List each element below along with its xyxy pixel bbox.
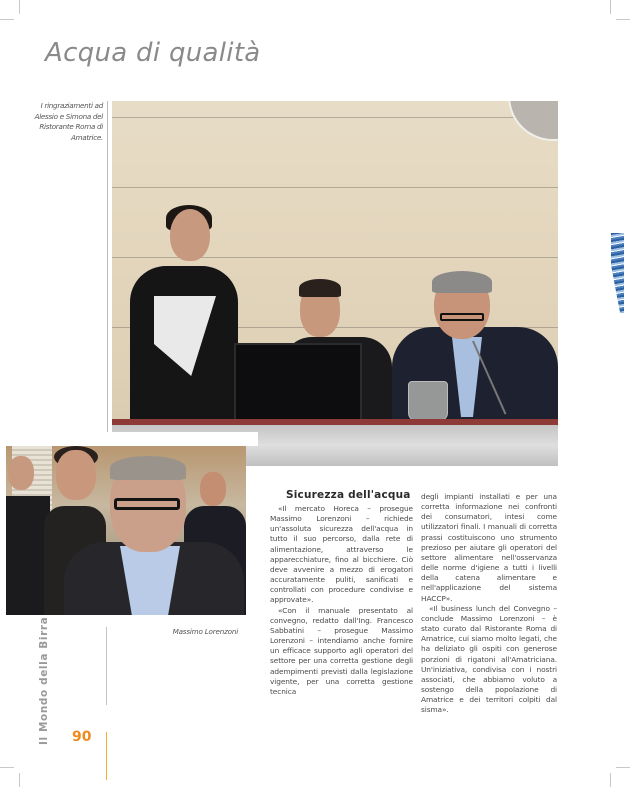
photo-frame [0, 432, 258, 446]
bystander-head [200, 472, 226, 506]
crop-mark [610, 773, 611, 787]
article-paragraph: «Il business lunch del Convegno – conclude Massimo Lorenzoni – è stato curato dal Ristorante Roma di Amatrice, cui siamo molto legati, che ha deliziato gli ospiti con generose porzioni di rigatoni all'Amatriciana. Un'iniziativa, condivisa con i nostri associati, che abbiamo voluto a sostengo della popolazione di Amatrice e dei territori colpiti dal sisma». [421, 603, 557, 715]
decorative-water-strip [611, 233, 624, 313]
speaker-glasses [440, 313, 484, 321]
article-paragraph: «Con il manuale presentato al convegno, redatto dall'Ing. Francesco Sabbatini – prosegue Massimo Lorenzoni – intendiamo anche fornire un efficace supporto agli operatori del settore per una corretta gestione degli adempimenti previsti dalla legislazione vigente, per una corretta gestione tecnica [270, 605, 413, 696]
wall-line [112, 117, 558, 118]
computer-monitor [234, 343, 362, 423]
main-photo-caption: I ringraziamenti ad Alessio e Simona del Ristorante Roma di Amatrice. [34, 101, 103, 142]
subject-glasses [114, 498, 180, 510]
page-title: Acqua di qualità [45, 38, 261, 68]
main-photo [112, 101, 558, 466]
page-number: 90 [72, 729, 92, 745]
young-man-hair [299, 279, 341, 297]
subject-hair [110, 456, 186, 480]
margin-divider [106, 627, 107, 705]
crop-mark [616, 767, 630, 768]
water-jug [408, 381, 448, 421]
portrait-photo [6, 446, 246, 615]
article-column-1 [270, 504, 413, 697]
wall-line [112, 187, 558, 188]
caption-divider [107, 101, 108, 433]
magazine-name: Il Mondo della Birra [38, 616, 50, 745]
crop-mark [616, 19, 630, 20]
woman-head [170, 209, 210, 261]
article-column-2 [421, 492, 557, 715]
crop-mark [19, 773, 20, 787]
page-number-divider [106, 732, 107, 780]
speaker-hair [432, 271, 492, 293]
crop-mark [0, 767, 14, 768]
article-paragraph: degli impianti installati e per una corretta informazione nei confronti dei consumatori, intesi come utilizzatori finali. I manuali di corretta prassi costituiscono uno strumento prezioso per aiutare gli operatori del settore alimentare nell'osservanza delle norme d'igiene a tutti i livelli della catena alimentare e nell'applicazione del sistema HACCP». [421, 492, 557, 603]
bystander-head [56, 450, 96, 500]
article-paragraph: «Il mercato Horeca – prosegue Massimo Lorenzoni – richiede un'assoluta sicurezza dell'acqua in tutto il suo percorso, dalla rete di alimentazione, attraverso le apparecchiature, fino al bicchiere. Ciò deve avvenire a mezzo di erogatori accuratamente puliti, sanificati e controllati con procedure condivise e approvate». [270, 504, 413, 605]
section-heading: Sicurezza dell'acqua [286, 489, 411, 501]
wall-seal [508, 101, 558, 141]
bystander-head [8, 456, 34, 490]
crop-mark [610, 0, 611, 14]
crop-mark [19, 0, 20, 14]
crop-mark [0, 19, 14, 20]
portrait-photo-caption: Massimo Lorenzoni [172, 627, 238, 636]
